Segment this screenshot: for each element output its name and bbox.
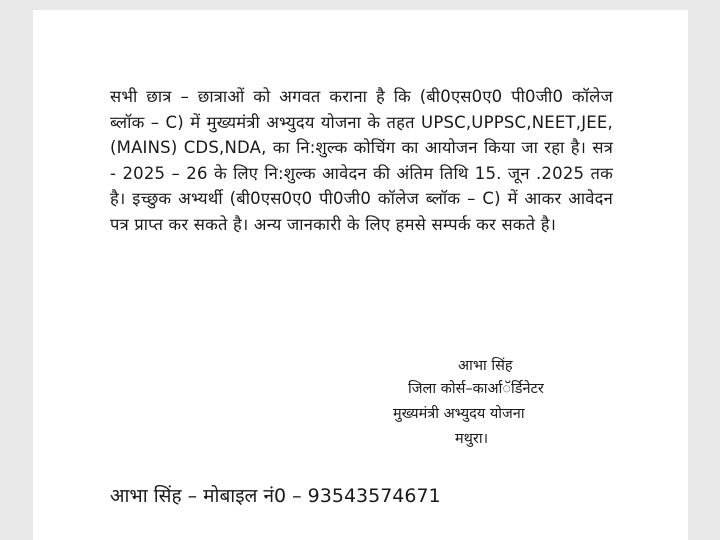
signatory-name: आभा सिंह [458, 358, 513, 374]
contact-footer: आभा सिंह – मोबाइल नं0 – 93543574671 [110, 485, 441, 507]
signatory-place: मथुरा। [455, 431, 489, 447]
notice-body-text: सभी छात्र – छात्राओं को अगवत कराना है कि (बी0एस0ए0 पी0जी0 कॉलेज ब्लॉक – C) में मुख्यमंत्री अभ्युदय योजना के तहत UPSC,UPPSC,NEET,JEE, (MAINS) CDS,NDA, का नि:शुल्क कोचिंग का आयोजन किया जा रहा है। सत्र - 2025 – 26 के लिए नि:शुल्क आवेदन की अंतिम तिथि 15. जून .2025 तक है। इच्छुक अभ्यर्थी (बी0एस0ए0 पी0जी0 कॉलेज ब्लॉक – C) में आकर आवेदन पत्र प्राप्त कर सकते है। अन्य जानकारी के लिए हमसे सम्पर्क कर सकते है। [110, 87, 613, 234]
signatory-scheme: मुख्यमंत्री अभ्युदय योजना [393, 406, 525, 422]
signatory-designation: जिला कोर्स–कार्आॅर्डिनेटर [408, 381, 544, 397]
